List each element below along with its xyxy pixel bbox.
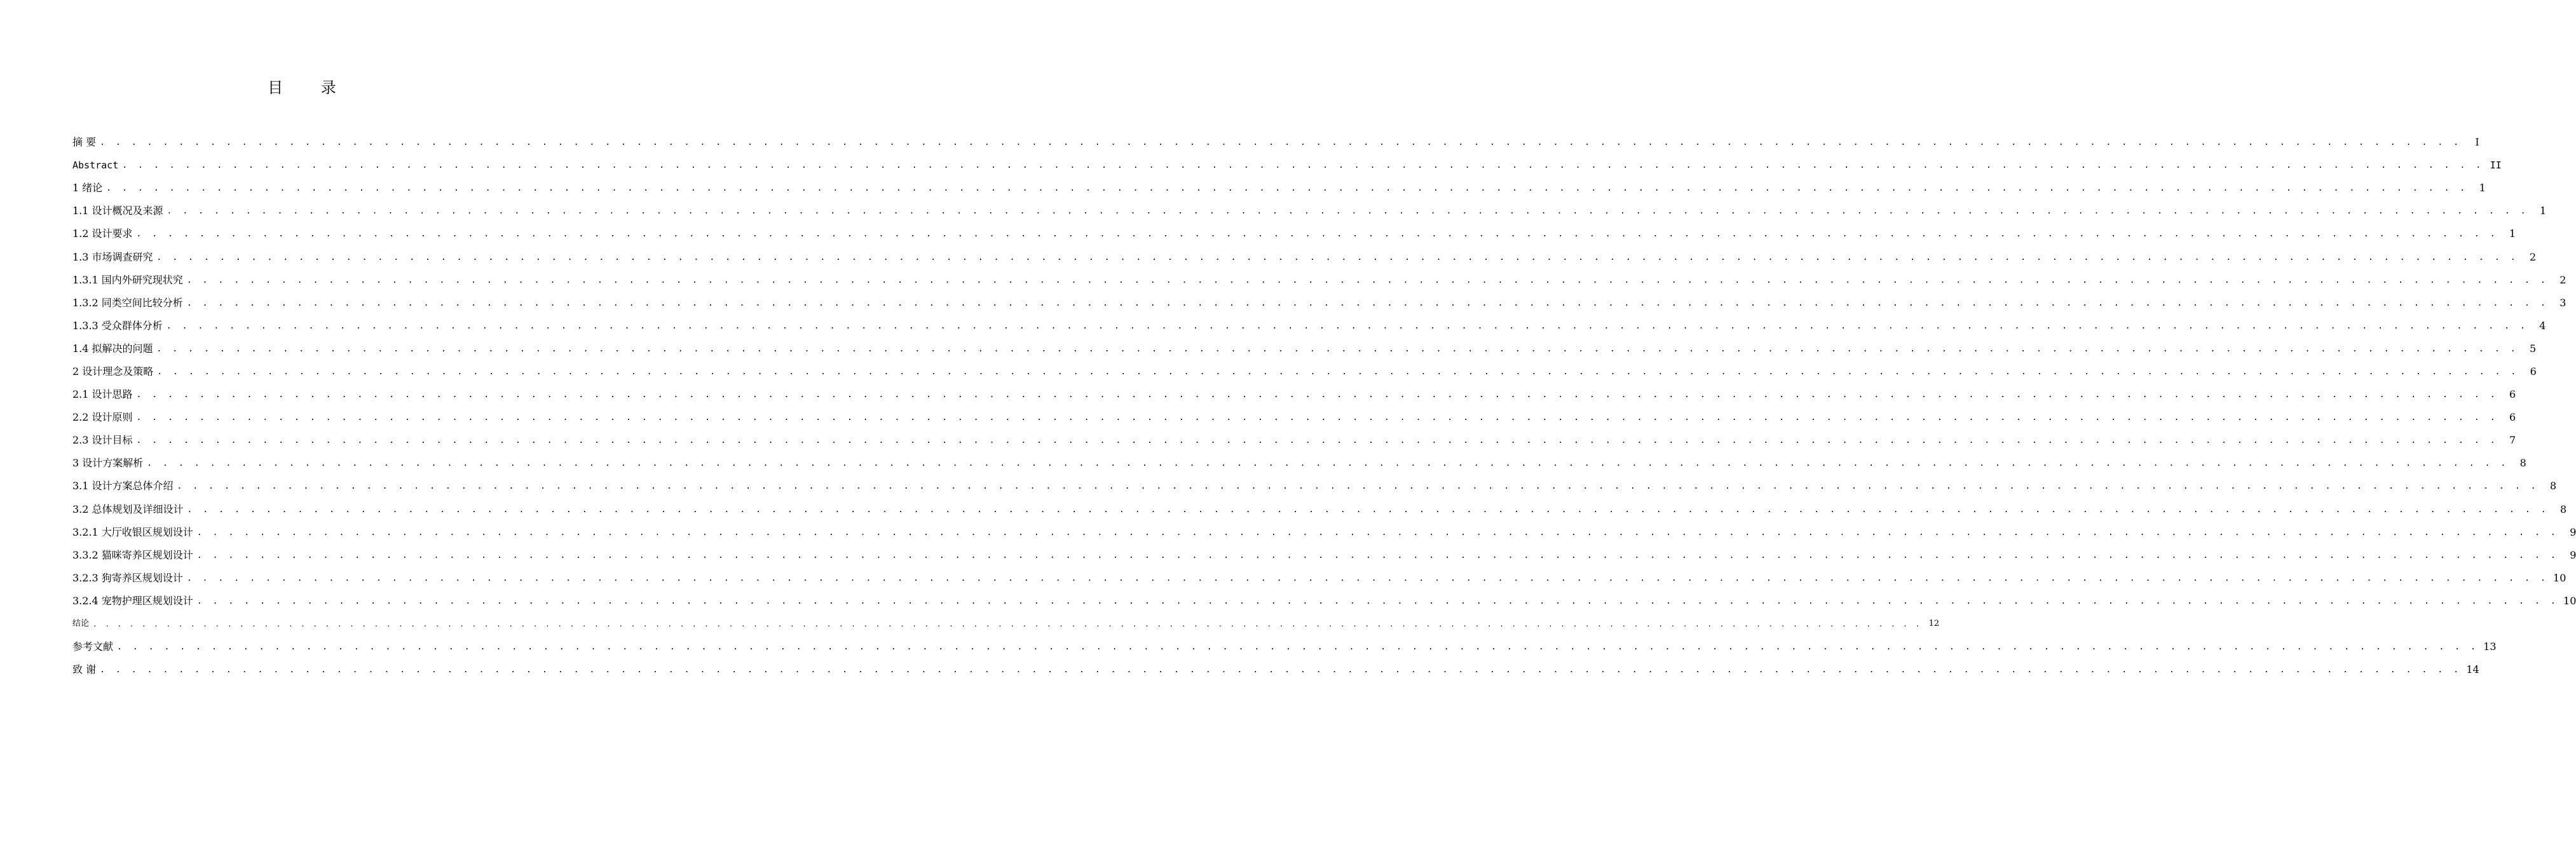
toc-entry-label: 3.2.3 狗寄养区规划设计 <box>72 571 183 584</box>
toc-entry[interactable] <box>72 475 2557 498</box>
toc-entry-label: 参考文献 <box>72 640 114 653</box>
toc-entry[interactable] <box>72 544 2576 567</box>
toc-entry-page-number: 6 <box>2509 388 2516 401</box>
toc-entry-label: 1.3.3 受众群体分析 <box>72 319 163 332</box>
toc-dot-leader: . . . . . . . . . . . . . . . . . . . . . . . . . . . . . . . . . . . . . . . . . . . . . . . . . . . . . . . . . . . . . . . . . . . . . . . . . . . . . . . . . . . . . . . . . . . . . . . . . . . . . . . . . . . . . . . . . . . . . . . . . . . . . . . . . . . . . . . . . . . . . . . . . . . . . . <box>196 596 2559 606</box>
toc-dot-leader: . . . . . . . . . . . . . . . . . . . . . . . . . . . . . . . . . . . . . . . . . . . . . . . . . . . . . . . . . . . . . . . . . . . . . . . . . . . . . . . . . . . . . . . . . . . . . . . . . . . . . . . . . . . . . . . . . . . . . . . . . . . . . . . . . . . . . . . . . . . . . . . . . . . . . . <box>93 620 1922 629</box>
toc-dot-leader: . . . . . . . . . . . . . . . . . . . . . . . . . . . . . . . . . . . . . . . . . . . . . . . . . . . . . . . . . . . . . . . . . . . . . . . . . . . . . . . . . . . . . . . . . . . . . . . . . . . . . . . . . . . . . . . . . . . . . . . . . . . . . . . . . . . . . . . . . . . . . . . . . . . . . . <box>136 390 2498 400</box>
toc-entry-page-number: 7 <box>2509 434 2516 447</box>
toc-entry-page-number: 8 <box>2519 457 2526 470</box>
toc-entry-page-number: 2 <box>2559 273 2566 286</box>
toc-entry[interactable] <box>72 154 2502 177</box>
toc-entry-label: 1.2 设计要求 <box>72 227 133 240</box>
toc-dot-leader: . . . . . . . . . . . . . . . . . . . . . . . . . . . . . . . . . . . . . . . . . . . . . . . . . . . . . . . . . . . . . . . . . . . . . . . . . . . . . . . . . . . . . . . . . . . . . . . . . . . . . . . . . . . . . . . . . . . . . . . . . . . . . . . . . . . . . . . . . . . . . . . . . . . . . . <box>177 482 2539 492</box>
toc-entry-label: 2.3 设计目标 <box>72 434 133 447</box>
toc-entry-label: 1.1 设计概况及来源 <box>72 205 163 217</box>
toc-dot-leader: . . . . . . . . . . . . . . . . . . . . . . . . . . . . . . . . . . . . . . . . . . . . . . . . . . . . . . . . . . . . . . . . . . . . . . . . . . . . . . . . . . . . . . . . . . . . . . . . . . . . . . . . . . . . . . . . . . . . . . . . . . . . . . . . . . . . . . . . . . . . . . . . . . . . . . <box>100 665 2462 675</box>
toc-entry-page-number: 8 <box>2559 503 2567 515</box>
toc-entry-label: 3.1 设计方案总体介绍 <box>72 480 174 492</box>
toc-entry[interactable] <box>72 269 2566 292</box>
toc-entry-label: 结论 <box>72 619 90 629</box>
toc-entry[interactable] <box>72 635 2497 658</box>
toc-entry[interactable] <box>72 658 2479 681</box>
toc-entry[interactable] <box>72 452 2526 475</box>
toc-entry-label: 1.4 拟解决的问题 <box>72 342 153 355</box>
toc-entry[interactable] <box>72 498 2567 521</box>
toc-entry-label: 3.2.1 大厅收银区规划设计 <box>72 525 193 538</box>
toc-entry[interactable] <box>72 567 2566 590</box>
toc-entry[interactable] <box>72 292 2566 315</box>
toc-entry-page-number: 2 <box>2529 250 2537 263</box>
toc-entry-label: 2.2 设计原则 <box>72 411 133 424</box>
toc-entry[interactable] <box>72 337 2537 360</box>
toc-entry[interactable] <box>72 131 2479 154</box>
toc-dot-leader: . . . . . . . . . . . . . . . . . . . . . . . . . . . . . . . . . . . . . . . . . . . . . . . . . . . . . . . . . . . . . . . . . . . . . . . . . . . . . . . . . . . . . . . . . . . . . . . . . . . . . . . . . . . . . . . . . . . . . . . . . . . . . . . . . . . . . . . . . . . . . . . . . . . . . . <box>187 505 2549 515</box>
toc-entry[interactable] <box>72 200 2547 222</box>
toc-entry-page-number: 1 <box>2539 205 2547 217</box>
toc-entry[interactable] <box>72 406 2516 429</box>
toc-entry[interactable] <box>72 383 2516 406</box>
toc-dot-leader: . . . . . . . . . . . . . . . . . . . . . . . . . . . . . . . . . . . . . . . . . . . . . . . . . . . . . . . . . . . . . . . . . . . . . . . . . . . . . . . . . . . . . . . . . . . . . . . . . . . . . . . . . . . . . . . . . . . . . . . . . . . . . . . . . . . . . . . . . . . . . . . . . . . . . . <box>100 138 2462 148</box>
toc-entry-page-number: II <box>2490 159 2502 172</box>
toc-entry-label: 1.3.2 同类空间比较分析 <box>72 296 183 309</box>
toc-dot-leader: . . . . . . . . . . . . . . . . . . . . . . . . . . . . . . . . . . . . . . . . . . . . . . . . . . . . . . . . . . . . . . . . . . . . . . . . . . . . . . . . . . . . . . . . . . . . . . . . . . . . . . . . . . . . . . . . . . . . . . . . . . . . . . . . . . . . . . . . . . . . . . . . . . . . . . <box>186 573 2549 583</box>
toc-dot-leader: . . . . . . . . . . . . . . . . . . . . . . . . . . . . . . . . . . . . . . . . . . . . . . . . . . . . . . . . . . . . . . . . . . . . . . . . . . . . . . . . . . . . . . . . . . . . . . . . . . . . . . . . . . . . . . . . . . . . . . . . . . . . . . . . . . . . . . . . . . . . . . . . . . . . . . <box>122 161 2484 171</box>
toc-dot-leader: . . . . . . . . . . . . . . . . . . . . . . . . . . . . . . . . . . . . . . . . . . . . . . . . . . . . . . . . . . . . . . . . . . . . . . . . . . . . . . . . . . . . . . . . . . . . . . . . . . . . . . . . . . . . . . . . . . . . . . . . . . . . . . . . . . . . . . . . . . . . . . . . . . . . . . <box>156 344 2519 354</box>
toc-entry-label: Abstract <box>72 159 119 172</box>
toc-entry-label: 3.2.4 宠物护理区规划设计 <box>72 594 193 607</box>
toc-entry-page-number: 1 <box>2509 227 2516 240</box>
toc-dot-leader: . . . . . . . . . . . . . . . . . . . . . . . . . . . . . . . . . . . . . . . . . . . . . . . . . . . . . . . . . . . . . . . . . . . . . . . . . . . . . . . . . . . . . . . . . . . . . . . . . . . . . . . . . . . . . . . . . . . . . . . . . . . . . . . . . . . . . . . . . . . . . . . . . . . . . . <box>106 184 2468 194</box>
toc-dot-leader: . . . . . . . . . . . . . . . . . . . . . . . . . . . . . . . . . . . . . . . . . . . . . . . . . . . . . . . . . . . . . . . . . . . . . . . . . . . . . . . . . . . . . . . . . . . . . . . . . . . . . . . . . . . . . . . . . . . . . . . . . . . . . . . . . . . . . . . . . . . . . . . . . . . . . . <box>136 436 2498 446</box>
toc-dot-leader: . . . . . . . . . . . . . . . . . . . . . . . . . . . . . . . . . . . . . . . . . . . . . . . . . . . . . . . . . . . . . . . . . . . . . . . . . . . . . . . . . . . . . . . . . . . . . . . . . . . . . . . . . . . . . . . . . . . . . . . . . . . . . . . . . . . . . . . . . . . . . . . . . . . . . . <box>156 252 2519 262</box>
toc-entry-label: 摘 要 <box>72 136 97 149</box>
toc-entry-page-number: 14 <box>2466 663 2479 676</box>
toc-entry-page-number: 1 <box>2479 182 2486 194</box>
toc-entry-label: 2 设计理念及策略 <box>72 365 154 377</box>
toc-entry-page-number: 13 <box>2483 640 2497 653</box>
toc-entry[interactable] <box>72 177 2486 200</box>
toc-entry[interactable] <box>72 315 2546 337</box>
toc-dot-leader: . . . . . . . . . . . . . . . . . . . . . . . . . . . . . . . . . . . . . . . . . . . . . . . . . . . . . . . . . . . . . . . . . . . . . . . . . . . . . . . . . . . . . . . . . . . . . . . . . . . . . . . . . . . . . . . . . . . . . . . . . . . . . . . . . . . . . . . . . . . . . . . . . . . . . . <box>147 459 2509 469</box>
toc-entry[interactable] <box>72 245 2537 268</box>
toc-entry-page-number: 5 <box>2529 342 2537 355</box>
toc-entry-label: 1.3.1 国内外研究现状究 <box>72 273 183 286</box>
toc-entry-page-number: 10 <box>2563 594 2576 607</box>
page-title: 目 录 <box>268 79 353 97</box>
toc-entry-label: 1 绪论 <box>72 182 103 194</box>
toc-dot-leader: . . . . . . . . . . . . . . . . . . . . . . . . . . . . . . . . . . . . . . . . . . . . . . . . . . . . . . . . . . . . . . . . . . . . . . . . . . . . . . . . . . . . . . . . . . . . . . . . . . . . . . . . . . . . . . . . . . . . . . . . . . . . . . . . . . . . . . . . . . . . . . . . . . . . . . <box>186 275 2549 285</box>
toc-entry-page-number: I <box>2475 136 2479 149</box>
toc-entry[interactable] <box>72 590 2576 613</box>
toc-entry-label: 2.1 设计思路 <box>72 388 133 401</box>
toc-entry-label: 1.3 市场调查研究 <box>72 250 153 263</box>
toc-dot-leader: . . . . . . . . . . . . . . . . . . . . . . . . . . . . . . . . . . . . . . . . . . . . . . . . . . . . . . . . . . . . . . . . . . . . . . . . . . . . . . . . . . . . . . . . . . . . . . . . . . . . . . . . . . . . . . . . . . . . . . . . . . . . . . . . . . . . . . . . . . . . . . . . . . . . . . <box>136 229 2498 240</box>
toc-dot-leader: . . . . . . . . . . . . . . . . . . . . . . . . . . . . . . . . . . . . . . . . . . . . . . . . . . . . . . . . . . . . . . . . . . . . . . . . . . . . . . . . . . . . . . . . . . . . . . . . . . . . . . . . . . . . . . . . . . . . . . . . . . . . . . . . . . . . . . . . . . . . . . . . . . . . . . <box>117 642 2479 653</box>
toc-entry-page-number: 4 <box>2539 319 2546 332</box>
toc-entry-page-number: 8 <box>2549 480 2557 492</box>
toc-dot-leader: . . . . . . . . . . . . . . . . . . . . . . . . . . . . . . . . . . . . . . . . . . . . . . . . . . . . . . . . . . . . . . . . . . . . . . . . . . . . . . . . . . . . . . . . . . . . . . . . . . . . . . . . . . . . . . . . . . . . . . . . . . . . . . . . . . . . . . . . . . . . . . . . . . . . . . <box>186 298 2549 308</box>
toc-entry-page-number: 9 <box>2570 525 2576 538</box>
toc-dot-leader: . . . . . . . . . . . . . . . . . . . . . . . . . . . . . . . . . . . . . . . . . . . . . . . . . . . . . . . . . . . . . . . . . . . . . . . . . . . . . . . . . . . . . . . . . . . . . . . . . . . . . . . . . . . . . . . . . . . . . . . . . . . . . . . . . . . . . . . . . . . . . . . . . . . . . . <box>166 321 2528 331</box>
toc-entry-label: 3.2 总体规划及详细设计 <box>72 503 184 515</box>
table-of-contents <box>72 131 2576 681</box>
toc-entry-page-number: 6 <box>2509 411 2516 424</box>
toc-entry[interactable] <box>72 429 2516 452</box>
toc-dot-leader: . . . . . . . . . . . . . . . . . . . . . . . . . . . . . . . . . . . . . . . . . . . . . . . . . . . . . . . . . . . . . . . . . . . . . . . . . . . . . . . . . . . . . . . . . . . . . . . . . . . . . . . . . . . . . . . . . . . . . . . . . . . . . . . . . . . . . . . . . . . . . . . . . . . . . . <box>136 413 2498 423</box>
toc-entry-label: 3.3.2 猫咪寄养区规划设计 <box>72 548 193 561</box>
toc-entry-page-number: 9 <box>2570 548 2576 561</box>
toc-dot-leader: . . . . . . . . . . . . . . . . . . . . . . . . . . . . . . . . . . . . . . . . . . . . . . . . . . . . . . . . . . . . . . . . . . . . . . . . . . . . . . . . . . . . . . . . . . . . . . . . . . . . . . . . . . . . . . . . . . . . . . . . . . . . . . . . . . . . . . . . . . . . . . . . . . . . . . <box>196 527 2559 538</box>
toc-entry-label: 致 谢 <box>72 663 97 676</box>
toc-entry-page-number: 12 <box>1928 619 1940 629</box>
toc-entry-page-number: 3 <box>2559 296 2566 309</box>
toc-entry[interactable] <box>72 521 2576 544</box>
toc-entry[interactable] <box>72 222 2516 245</box>
toc-entry[interactable] <box>72 360 2537 383</box>
toc-entry-page-number: 6 <box>2530 365 2537 377</box>
toc-entry[interactable] <box>72 613 1940 635</box>
toc-dot-leader: . . . . . . . . . . . . . . . . . . . . . . . . . . . . . . . . . . . . . . . . . . . . . . . . . . . . . . . . . . . . . . . . . . . . . . . . . . . . . . . . . . . . . . . . . . . . . . . . . . . . . . . . . . . . . . . . . . . . . . . . . . . . . . . . . . . . . . . . . . . . . . . . . . . . . . <box>157 367 2519 377</box>
toc-entry-page-number: 10 <box>2553 571 2566 584</box>
toc-entry-label: 3 设计方案解析 <box>72 457 144 470</box>
toc-dot-leader: . . . . . . . . . . . . . . . . . . . . . . . . . . . . . . . . . . . . . . . . . . . . . . . . . . . . . . . . . . . . . . . . . . . . . . . . . . . . . . . . . . . . . . . . . . . . . . . . . . . . . . . . . . . . . . . . . . . . . . . . . . . . . . . . . . . . . . . . . . . . . . . . . . . . . . <box>167 207 2529 217</box>
toc-dot-leader: . . . . . . . . . . . . . . . . . . . . . . . . . . . . . . . . . . . . . . . . . . . . . . . . . . . . . . . . . . . . . . . . . . . . . . . . . . . . . . . . . . . . . . . . . . . . . . . . . . . . . . . . . . . . . . . . . . . . . . . . . . . . . . . . . . . . . . . . . . . . . . . . . . . . . . <box>196 550 2559 560</box>
